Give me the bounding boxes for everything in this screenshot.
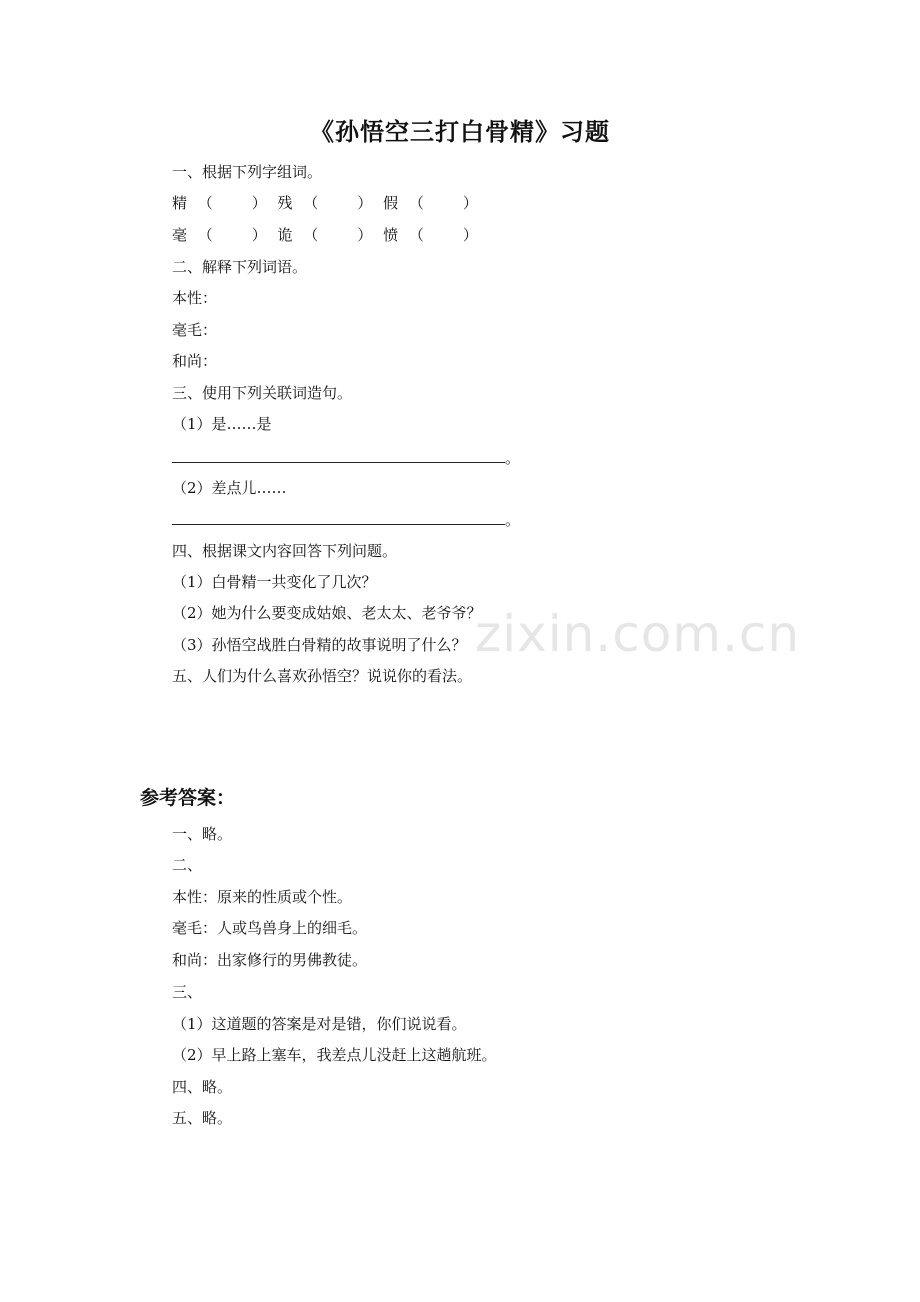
q3-item-2: （2）差点儿…… <box>172 479 287 497</box>
q1-row-1: 精 （ ） 残 （ ） 假 （ ） <box>172 194 481 212</box>
q4-item-1: （1）白骨精一共变化了几次？ <box>172 573 377 591</box>
answer-5: 五、略。 <box>172 1109 233 1127</box>
q3-heading: 三、使用下列关联词造句。 <box>172 384 353 402</box>
answer-4: 四、略。 <box>172 1078 233 1096</box>
watermark: zixin.com.cn <box>475 605 801 663</box>
page-title: 《孙悟空三打白骨精》习题 <box>310 117 610 146</box>
q2-item-1: 本性： <box>172 289 218 307</box>
answers-heading: 参考答案： <box>140 787 236 809</box>
answer-3-heading: 三、 <box>172 983 203 1001</box>
q2-item-3: 和尚： <box>172 352 218 370</box>
q1-row-2: 毫 （ ） 诡 （ ） 愤 （ ） <box>172 226 481 244</box>
answer-2-item-1: 本性：原来的性质或个性。 <box>172 888 353 906</box>
q3-item-1: （1）是……是 <box>172 415 272 433</box>
answer-3-item-1: （1）这道题的答案是对是错，你们说说看。 <box>172 1015 467 1033</box>
q3-answer-line-2[interactable] <box>172 510 520 530</box>
q2-item-2: 毫毛： <box>172 321 218 339</box>
answer-2-item-2: 毫毛：人或鸟兽身上的细毛。 <box>172 919 368 937</box>
answer-2-item-3: 和尚：出家修行的男佛教徒。 <box>172 951 368 969</box>
q3-answer-line-1[interactable] <box>172 448 520 468</box>
answer-1: 一、略。 <box>172 825 233 843</box>
period-mark: 。 <box>505 511 521 529</box>
q4-item-3: （3）孙悟空战胜白骨精的故事说明了什么？ <box>172 636 467 654</box>
period-mark: 。 <box>505 449 521 467</box>
q5-heading: 五、人们为什么喜欢孙悟空？说说你的看法。 <box>172 667 473 685</box>
q4-item-2: （2）她为什么要变成姑娘、老太太、老爷爷？ <box>172 604 482 622</box>
answer-2-heading: 二、 <box>172 856 203 874</box>
answer-3-item-2: （2）早上路上塞车，我差点儿没赶上这趟航班。 <box>172 1046 497 1064</box>
answer-blank[interactable] <box>172 448 505 463</box>
answer-blank[interactable] <box>172 510 505 525</box>
q1-heading: 一、根据下列字组词。 <box>172 163 323 181</box>
q2-heading: 二、解释下列词语。 <box>172 258 308 276</box>
q4-heading: 四、根据课文内容回答下列问题。 <box>172 542 398 560</box>
